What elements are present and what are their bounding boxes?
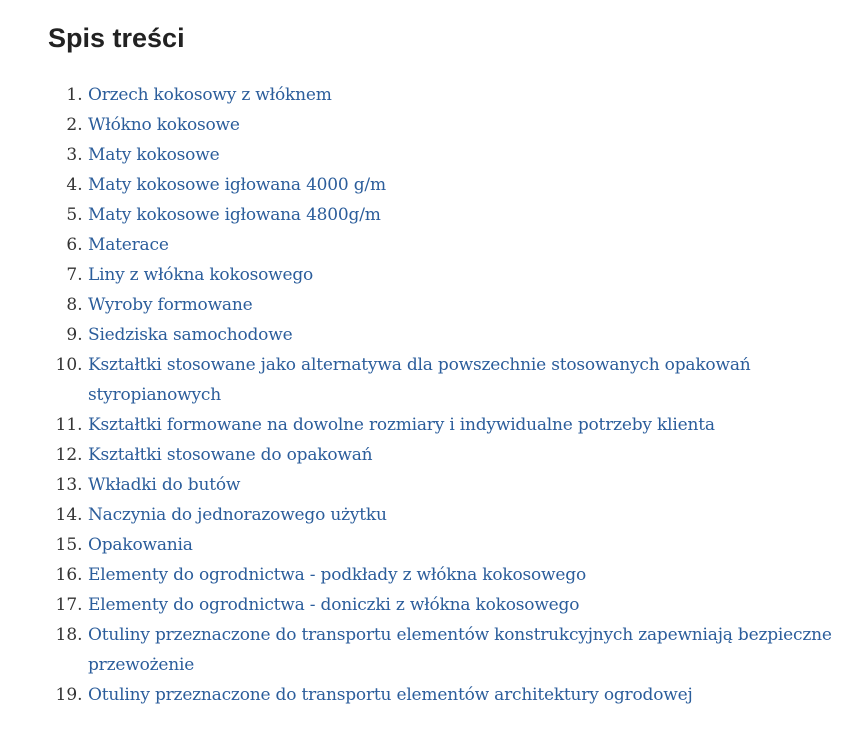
toc-link-9[interactable]: Siedziska samochodowe — [88, 325, 293, 345]
toc-link-7[interactable]: Liny z włókna kokosowego — [88, 265, 314, 285]
toc-link-1[interactable]: Orzech kokosowy z włóknem — [88, 85, 332, 105]
toc-list — [48, 80, 838, 710]
toc-item — [88, 680, 838, 710]
toc-link-14[interactable]: Naczynia do jednorazowego użytku — [88, 505, 387, 525]
toc-item — [88, 410, 838, 440]
toc-item — [88, 230, 838, 260]
toc-item — [88, 290, 838, 320]
toc-link-6[interactable]: Materace — [88, 235, 169, 255]
toc-link-12[interactable]: Kształtki stosowane do opakowań — [88, 445, 373, 465]
table-of-contents — [48, 18, 838, 710]
toc-link-8[interactable]: Wyroby formowane — [88, 295, 253, 315]
toc-link-4[interactable]: Maty kokosowe igłowana 4000 g/m — [88, 175, 386, 195]
toc-link-11[interactable]: Kształtki formowane na dowolne rozmiary i indywidualne potrzeby klienta — [88, 415, 715, 435]
toc-item — [88, 350, 838, 410]
toc-link-5[interactable]: Maty kokosowe igłowana 4800g/m — [88, 205, 381, 225]
toc-item — [88, 320, 838, 350]
toc-link-19[interactable]: Otuliny przeznaczone do transportu elementów architektury ogrodowej — [88, 685, 693, 705]
toc-link-16[interactable]: Elementy do ogrodnictwa - podkłady z włókna kokosowego — [88, 565, 586, 585]
toc-item — [88, 620, 838, 680]
toc-link-18[interactable]: Otuliny przeznaczone do transportu elementów konstrukcyjnych zapewniają bezpieczne przewożenie — [88, 625, 832, 675]
toc-item — [88, 440, 838, 470]
toc-item — [88, 590, 838, 620]
toc-item — [88, 560, 838, 590]
toc-link-10[interactable]: Kształtki stosowane jako alternatywa dla powszechnie stosowanych opakowań styropianowych — [88, 355, 751, 405]
toc-link-2[interactable]: Włókno kokosowe — [88, 115, 240, 135]
toc-link-17[interactable]: Elementy do ogrodnictwa - doniczki z włókna kokosowego — [88, 595, 580, 615]
toc-item — [88, 140, 838, 170]
toc-link-13[interactable]: Wkładki do butów — [88, 475, 241, 495]
toc-title: Spis treści — [48, 23, 185, 53]
toc-item — [88, 170, 838, 200]
toc-item — [88, 260, 838, 290]
toc-item — [88, 110, 838, 140]
toc-item — [88, 470, 838, 500]
toc-item — [88, 200, 838, 230]
toc-item — [88, 500, 838, 530]
toc-link-15[interactable]: Opakowania — [88, 535, 193, 555]
toc-link-3[interactable]: Maty kokosowe — [88, 145, 220, 165]
toc-item — [88, 80, 838, 110]
toc-item — [88, 530, 838, 560]
